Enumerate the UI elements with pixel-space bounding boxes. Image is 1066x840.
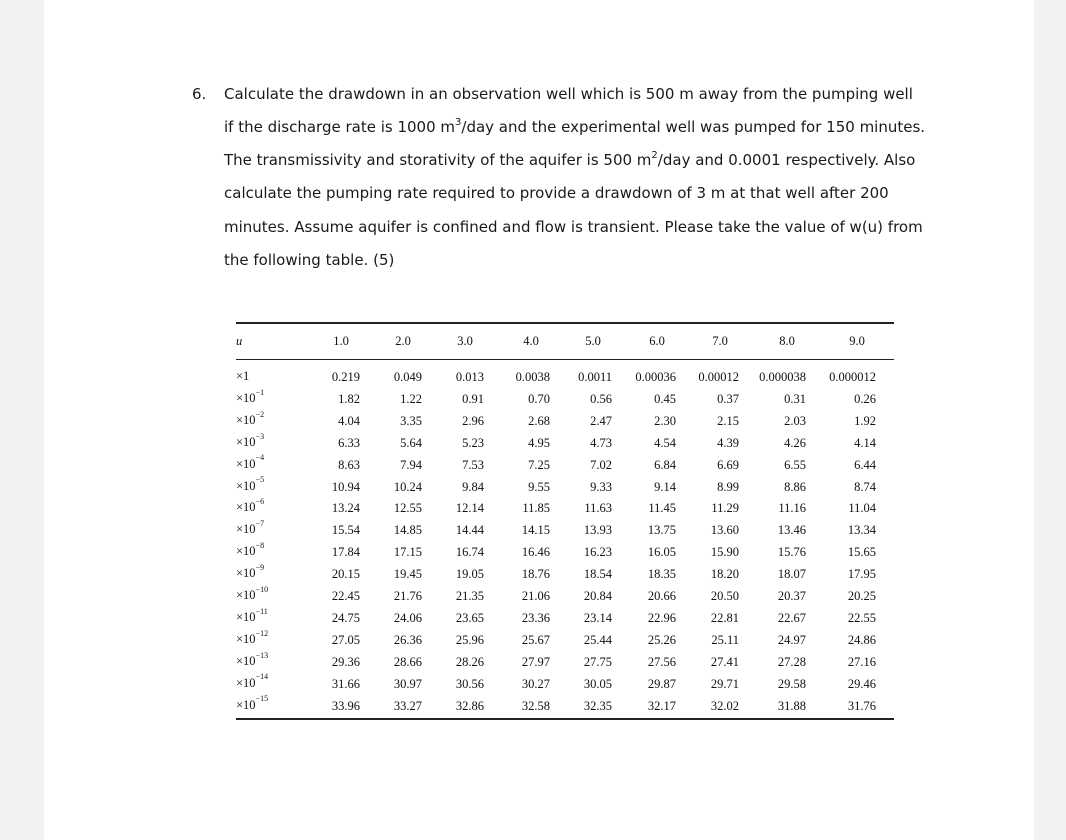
row-label-base: ×10 <box>236 500 256 515</box>
table-cell: 8.63 <box>338 457 360 472</box>
table-cell: 25.26 <box>647 632 676 647</box>
table-cell: 0.0011 <box>578 370 612 384</box>
table-cell: 24.75 <box>331 610 360 625</box>
column-header: 1.0 <box>333 334 349 348</box>
table-cell: 0.70 <box>528 391 550 406</box>
column-header: 3.0 <box>457 334 473 348</box>
table-cell: 26.36 <box>393 632 422 647</box>
row-label-base: ×10 <box>236 544 256 559</box>
table-cell: 1.22 <box>400 391 422 406</box>
table-cell: 11.85 <box>522 501 550 516</box>
table-cell: 29.87 <box>647 676 676 691</box>
row-label-exponent: −11 <box>255 606 268 616</box>
row-label-base: ×10 <box>236 631 256 646</box>
table-cell: 29.46 <box>847 676 876 691</box>
table-cell: 14.44 <box>455 523 484 538</box>
row-label <box>236 519 265 537</box>
row-label <box>236 431 265 450</box>
table-cell: 13.34 <box>847 523 876 538</box>
table-cell: 23.65 <box>455 610 484 625</box>
table-cell: 27.16 <box>847 654 876 669</box>
table-cell: 2.68 <box>528 413 550 428</box>
row-label-base: ×10 <box>236 609 256 624</box>
table-cell: 31.66 <box>331 676 360 691</box>
table-cell: 25.44 <box>583 632 612 647</box>
table-cell: 11.45 <box>648 501 676 516</box>
table-cell: 22.45 <box>331 589 360 603</box>
table-cell: 11.29 <box>711 501 739 516</box>
table-header-rule <box>236 359 894 360</box>
table-cell: 4.04 <box>338 413 360 428</box>
table-cell: 0.219 <box>331 370 360 384</box>
table-cell: 27.28 <box>777 654 806 669</box>
row-label-exponent: −4 <box>255 453 265 463</box>
question-line-3-text: The transmissivity and storativity of the aquifer is 500 m <box>224 151 652 169</box>
table-cell: 0.56 <box>590 391 612 406</box>
table-cell: 20.25 <box>847 589 876 603</box>
row-label-base: ×10 <box>236 522 256 537</box>
row-label <box>236 475 265 494</box>
table-cell: 19.45 <box>393 567 422 582</box>
table-cell: 3.35 <box>400 413 422 428</box>
table-cell: 30.05 <box>583 676 612 691</box>
superscript-2: 2 <box>651 150 658 161</box>
question-line-5: minutes. Assume aquifer is confined and flow is transient. Please take the value of w(u) from <box>224 218 923 236</box>
table-cell: 27.97 <box>521 654 550 669</box>
table-cell: 32.86 <box>455 698 484 713</box>
table-cell: 21.76 <box>393 589 422 603</box>
table-cell: 2.03 <box>784 413 806 428</box>
table-cell: 7.53 <box>462 457 484 472</box>
row-label-base: ×10 <box>236 653 256 668</box>
table-cell: 25.67 <box>521 632 550 647</box>
table-cell: 2.47 <box>590 413 612 428</box>
row-label-exponent: −10 <box>255 584 269 594</box>
table-cell: 22.55 <box>847 610 876 625</box>
table-cell: 24.97 <box>777 632 806 647</box>
row-label-exponent: −13 <box>255 650 269 660</box>
table-cell: 13.93 <box>583 523 612 538</box>
table-cell: 0.91 <box>462 391 484 406</box>
table-cell: 14.15 <box>521 523 550 538</box>
table-cell: 6.69 <box>717 457 739 472</box>
row-label-base: ×10 <box>236 478 256 493</box>
table-cell: 2.30 <box>654 413 676 428</box>
table-cell: 7.25 <box>528 457 550 472</box>
row-label <box>236 562 265 581</box>
question-line-2-rest: /day and the experimental well was pumped for 150 minutes. <box>461 118 926 136</box>
table-cell: 18.07 <box>777 567 806 582</box>
table-cell: 32.17 <box>647 698 676 713</box>
row-label-exponent: −9 <box>255 562 265 572</box>
table-cell: 22.67 <box>777 610 806 625</box>
table-cell: 18.54 <box>583 567 612 582</box>
row-label <box>236 628 269 647</box>
column-header: 9.0 <box>849 334 865 348</box>
table-cell: 9.33 <box>590 479 612 494</box>
table-cell: 31.88 <box>777 698 806 713</box>
row-label-base: ×1 <box>236 369 250 383</box>
row-label <box>236 606 268 625</box>
row-label-exponent: −12 <box>255 628 269 638</box>
table-cell: 0.45 <box>654 391 676 406</box>
table-cell: 4.54 <box>654 435 676 450</box>
row-label-base: ×10 <box>236 456 256 471</box>
table-cell: 15.54 <box>331 523 360 538</box>
row-label-exponent: −5 <box>255 475 265 485</box>
table-cell: 31.76 <box>847 698 876 713</box>
question-line-4: calculate the pumping rate required to provide a drawdown of 3 m at that well after 200 <box>224 184 889 202</box>
column-header: 7.0 <box>712 334 728 348</box>
table-cell: 17.95 <box>847 567 876 582</box>
table-cell: 15.90 <box>710 545 739 560</box>
table-cell: 0.31 <box>784 391 806 406</box>
column-header: 6.0 <box>649 334 665 348</box>
row-label-exponent: −14 <box>255 672 269 682</box>
table-cell: 27.75 <box>583 654 612 669</box>
table-cell: 6.55 <box>784 457 806 472</box>
table-cell: 9.55 <box>528 479 550 494</box>
table-cell: 5.23 <box>462 435 484 450</box>
table-cell: 20.37 <box>777 589 806 603</box>
row-label <box>236 672 269 691</box>
table-cell: 0.26 <box>854 391 876 406</box>
question-line-2-text: if the discharge rate is 1000 m <box>224 118 456 136</box>
table-cell: 28.26 <box>455 654 484 669</box>
table-cell: 17.84 <box>331 545 360 560</box>
row-label-base: ×10 <box>236 434 256 449</box>
row-label <box>236 369 249 384</box>
question-line-1: Calculate the drawdown in an observation well which is 500 m away from the pumping well <box>224 85 913 103</box>
table-cell: 17.15 <box>393 545 422 560</box>
table-cell: 22.96 <box>647 610 676 625</box>
question-line-6: the following table. (5) <box>224 251 395 269</box>
table-cell: 19.05 <box>455 567 484 582</box>
table-cell: 4.39 <box>717 435 739 450</box>
question-line-3-rest: /day and 0.0001 respectively. Also <box>657 151 916 169</box>
table-cell: 6.84 <box>654 457 676 472</box>
table-cell: 4.26 <box>784 435 806 450</box>
table-cell: 20.66 <box>647 589 676 603</box>
row-label-base: ×10 <box>236 390 256 405</box>
table-cell: 18.20 <box>710 567 739 582</box>
table-cell: 32.35 <box>583 698 612 713</box>
table-cell: 24.86 <box>847 632 876 647</box>
question-line-3 <box>224 149 915 171</box>
row-label <box>236 650 269 669</box>
table-cell: 7.02 <box>590 457 612 472</box>
table-cell: 29.71 <box>710 676 739 691</box>
table-cell: 21.35 <box>455 589 484 603</box>
question-number: 6. <box>192 85 207 103</box>
table-cell: 8.99 <box>717 479 739 494</box>
table-cell: 0.000038 <box>759 370 806 384</box>
table-cell: 6.44 <box>854 457 876 472</box>
table-cell: 8.74 <box>854 479 876 494</box>
table-cell: 16.74 <box>455 545 484 560</box>
table-cell: 33.27 <box>393 698 422 713</box>
table-cell: 10.24 <box>393 479 422 494</box>
table-top-rule <box>236 322 894 324</box>
table-cell: 13.75 <box>647 523 676 538</box>
table-cell: 29.36 <box>331 654 360 669</box>
row-label <box>236 541 265 559</box>
column-header: 2.0 <box>395 334 411 348</box>
table-cell: 0.000012 <box>829 370 876 384</box>
table-cell: 10.94 <box>331 479 360 494</box>
row-label <box>236 409 265 428</box>
table-bottom-rule <box>236 718 894 720</box>
table-cell: 16.23 <box>583 545 612 560</box>
table-cell: 23.14 <box>583 610 612 625</box>
row-label-exponent: −8 <box>255 541 265 551</box>
table-cell: 28.66 <box>393 654 422 669</box>
table-cell: 11.63 <box>584 501 612 516</box>
row-label <box>236 387 265 406</box>
table-cell: 11.04 <box>848 501 876 516</box>
table-cell: 1.82 <box>338 391 360 406</box>
table-cell: 16.05 <box>647 545 676 560</box>
row-label-exponent: −1 <box>255 387 265 397</box>
table-cell: 24.06 <box>393 610 422 625</box>
table-cell: 23.36 <box>521 610 550 625</box>
table-cell: 5.64 <box>400 435 422 450</box>
wu-table <box>236 322 894 722</box>
table-cell: 30.97 <box>393 676 422 691</box>
table-cell: 2.15 <box>717 413 739 428</box>
row-label-exponent: −7 <box>255 519 265 529</box>
table-cell: 9.14 <box>654 479 676 494</box>
row-label <box>236 584 269 603</box>
row-label-exponent: −3 <box>255 431 265 441</box>
column-header: 8.0 <box>779 334 795 348</box>
row-label <box>236 694 269 713</box>
table-cell: 7.94 <box>400 457 422 472</box>
table-cell: 0.00036 <box>635 370 676 384</box>
table-cell: 25.11 <box>711 632 739 647</box>
table-cell: 0.013 <box>455 370 484 384</box>
table-cell: 11.16 <box>778 501 806 516</box>
column-header: 4.0 <box>523 334 539 348</box>
table-cell: 13.60 <box>710 523 739 538</box>
table-cell: 15.76 <box>777 545 806 560</box>
corner-label-u: u <box>236 334 243 348</box>
table-cell: 18.76 <box>521 567 550 582</box>
table-cell: 20.84 <box>583 589 612 603</box>
row-label <box>236 453 265 472</box>
row-label-base: ×10 <box>236 412 256 427</box>
row-label-exponent: −2 <box>255 409 265 419</box>
table-cell: 18.35 <box>647 567 676 582</box>
table-cell: 13.24 <box>331 501 360 516</box>
table-cell: 33.96 <box>331 698 360 713</box>
question-line-2 <box>224 116 925 138</box>
table-cell: 25.96 <box>455 632 484 647</box>
table-cell: 32.58 <box>521 698 550 713</box>
table-cell: 12.14 <box>455 501 484 516</box>
table-cell: 4.14 <box>854 435 876 450</box>
table-cell: 8.86 <box>784 479 806 494</box>
table-cell: 20.15 <box>331 567 360 582</box>
table-cell: 0.0038 <box>515 370 550 384</box>
table-cell: 4.73 <box>590 435 612 450</box>
table-cell: 30.56 <box>455 676 484 691</box>
table-cell: 0.37 <box>717 391 739 406</box>
row-label-exponent: −15 <box>255 694 269 704</box>
table-cell: 1.92 <box>854 413 876 428</box>
table-cell: 0.049 <box>393 370 422 384</box>
table-cell: 2.96 <box>462 413 484 428</box>
table-cell: 6.33 <box>338 435 360 450</box>
table-cell: 9.84 <box>462 479 484 494</box>
superscript-3: 3 <box>455 117 462 128</box>
table-cell: 27.05 <box>331 632 360 647</box>
table-cell: 0.00012 <box>698 370 739 384</box>
row-label-base: ×10 <box>236 588 256 602</box>
table-cell: 27.41 <box>710 654 739 669</box>
table-cell: 14.85 <box>393 523 422 538</box>
table-cell: 16.46 <box>521 545 550 560</box>
row-label-base: ×10 <box>236 675 256 690</box>
table-cell: 27.56 <box>647 654 676 669</box>
row-label-exponent: −6 <box>255 497 265 507</box>
row-label-base: ×10 <box>236 697 256 712</box>
table-cell: 13.46 <box>777 523 806 538</box>
table-cell: 15.65 <box>847 545 876 560</box>
table-cell: 32.02 <box>710 698 739 713</box>
table-cell: 21.06 <box>521 589 550 603</box>
table-cell: 22.81 <box>710 610 739 625</box>
table-cell: 20.50 <box>710 589 739 603</box>
row-label <box>236 497 265 515</box>
table-cell: 29.58 <box>777 676 806 691</box>
table-cell: 4.95 <box>528 435 550 450</box>
table-cell: 12.55 <box>393 501 422 516</box>
table-cell: 30.27 <box>521 676 550 691</box>
column-header: 5.0 <box>585 334 601 348</box>
row-label-base: ×10 <box>236 566 256 581</box>
